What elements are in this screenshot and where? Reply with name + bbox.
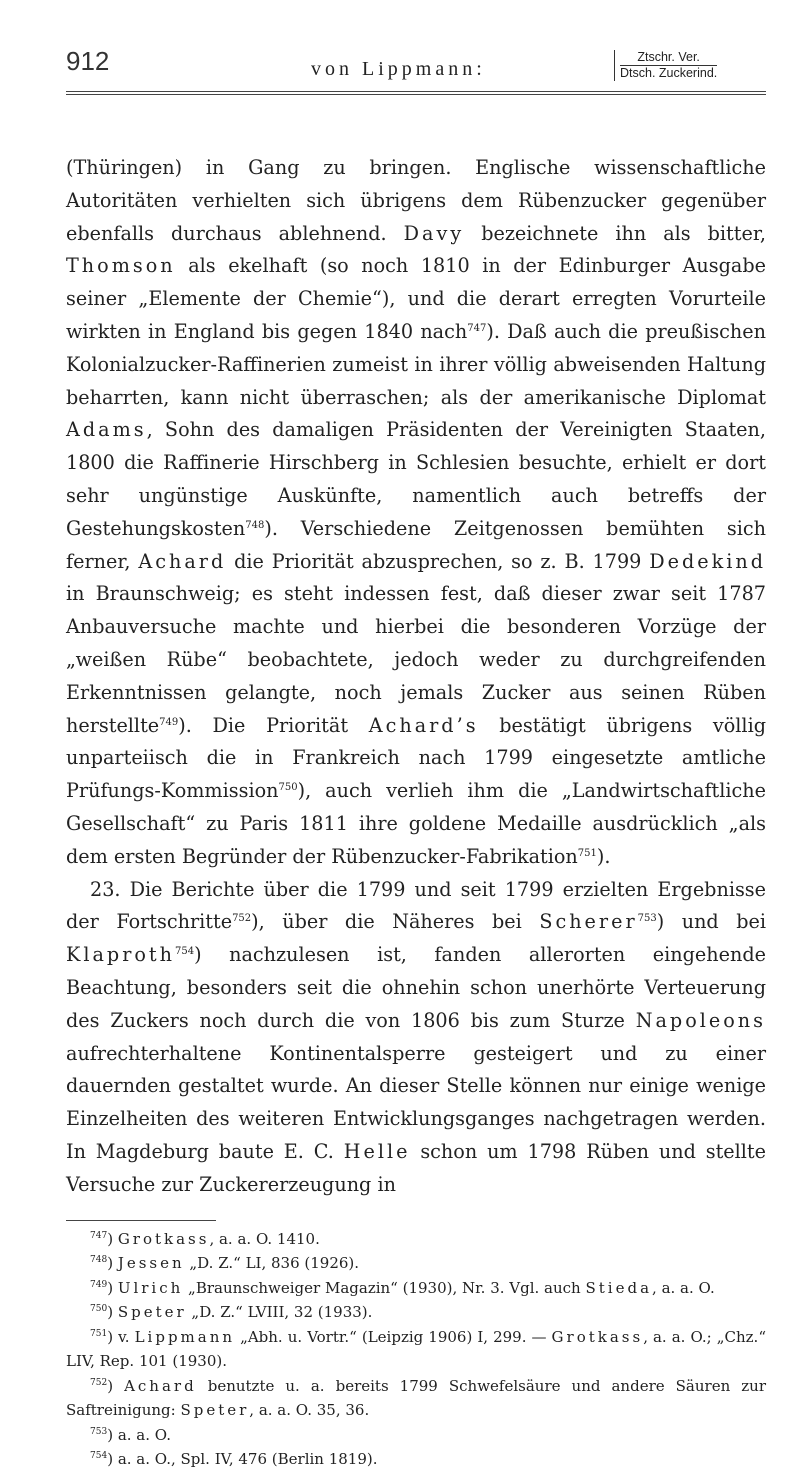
footnote-ref[interactable]: 754 — [175, 946, 195, 958]
footnote-number: 751 — [90, 1328, 108, 1339]
footnote-753: $^{753}$) a. a. O. — [90, 1425, 171, 1444]
footnote-number: 753 — [90, 1426, 108, 1437]
footnote-749: $^{749}$) Ulrich „Braunschweiger Magazin“ (1930), Nr. 3. Vgl. auch Stieda, a. a. O. — [90, 1278, 715, 1297]
page — [66, 36, 766, 1472]
footnote-ref[interactable]: 751 — [577, 847, 597, 859]
person-name: Scherer — [539, 910, 638, 934]
footnote-number: 754 — [90, 1451, 108, 1461]
footnotes — [66, 1227, 766, 1472]
person-name: Dedekind — [649, 549, 767, 573]
header-rule — [66, 91, 766, 92]
footnote-number: 748 — [90, 1255, 108, 1265]
footnote-ref[interactable]: 750 — [278, 782, 298, 794]
person-name: Jessen — [117, 1254, 185, 1272]
person-name: Speter — [180, 1401, 250, 1419]
footnote-751: $^{751}$) v. Lippmann „Abh. u. Vortr.“ (Leipzig 1906) I, 299. — Grotkass, a. a. O.; „Chz.“ LIV, Rep. 101 (1930). — [66, 1327, 766, 1370]
footnote-748: $^{748}$) Jessen „D. Z.“ LI, 836 (1926). — [90, 1254, 360, 1272]
person-name: Achard’s — [368, 713, 479, 737]
paragraph-2: 23. Die Berichte über die 1799 und seit 1799 erzielten Ergebnisse der Fortschritte$^{752}$), über die Näheres bei Scherer$^{753}$) und bei Klaproth$^{754}$) nachzulesen ist, fanden allerorten eingehende Beachtung, besonders seit die ohnehin schon unerhörte Verteuerung des Zuckers noch durch die von 1806 bis zum Sturze Napoleons aufrechterhaltene Kontinentalsperre gesteigert und zu einer dauernden gestaltet wurde. An dieser Stelle können nur einige wenige Einzelheiten des weiteren Entwicklungsganges nachgetragen werden. In Magdeburg baute E. C. Helle schon um 1798 Rüben und stellte Versuche zur Zuckererzeugung in — [66, 877, 766, 1196]
footnote-number: 749 — [90, 1279, 108, 1290]
person-name: Achard — [138, 549, 227, 573]
paragraph-1: (Thüringen) in Gang zu bringen. Englische wissenschaftliche Autoritäten verhielten sich übrigens dem Rübenzucker gegenüber ebenfalls durchaus ablehnend. Davy bezeichnete ihn als bitter, Thomson als ekelhaft (so noch 1810 in der Edinburger Ausgabe seiner „Elemente der Chemie“), und die derart erregten Vorurteile wirkten in England bis gegen 1840 nach$^{747}$). Daß auch die preußischen Kolonialzucker-Raffinerien zumeist in ihrer völlig abweisenden Haltung beharrten, kann nicht überraschen; als der amerikanische Diplomat Adams, Sohn des damaligen Präsidenten der Vereinigten Staaten, 1800 die Raffinerie Hirschberg in Schlesien besuchte, erhielt er dort sehr ungünstige Auskünfte, namentlich auch betreffs der Gestehungskosten$^{748}$). Verschiedene Zeitgenossen bemühten sich ferner, Achard die Priorität abzusprechen, so z. B. 1799 Dedekind in Braunschweig; es steht indessen fest, daß dieser zwar seit 1787 Anbauversuche machte und hierbei die besonderen Vorzüge der „weißen Rübe“ beobachtete, jedoch weder zu durchgreifenden Erkenntnissen gelangte, noch jemals Zucker aus seinen Rüben herstellte$^{749}$). Die Priorität Achard’s bestätigt übrigens völlig unparteiisch die in Frankreich nach 1799 eingesetzte amtliche Prüfungs-Kommission$^{750}$), auch verlieh ihm die „Landwirtschaftliche Gesellschaft“ zu Paris 1811 ihre goldene Medaille ausdrücklich „als dem ersten Begründer der Rübenzucker-Fabrikation$^{751}$). — [66, 156, 767, 868]
person-name: Napoleons — [635, 1008, 766, 1032]
footnote-750: $^{750}$) Speter „D. Z.“ LVIII, 32 (1933). — [90, 1303, 373, 1321]
footnote-ref[interactable]: 749 — [159, 716, 179, 728]
header-rule-double — [66, 94, 766, 95]
person-name: Ulrich — [117, 1278, 184, 1297]
journal-line-1: Ztschr. Ver. — [637, 50, 700, 64]
footnote-number: 752 — [90, 1377, 108, 1388]
person-name: Stieda — [585, 1278, 653, 1297]
footnote-754: $^{754}$) a. a. O., Spl. IV, 476 (Berlin 1819). — [90, 1450, 378, 1468]
person-name: Davy — [403, 221, 465, 245]
journal-reference — [614, 50, 717, 81]
person-name: Achard — [124, 1376, 197, 1395]
footnote-number: 747 — [90, 1230, 108, 1241]
footnote-number: 750 — [90, 1304, 108, 1314]
footnote-752: $^{752}$) Achard benutzte u. a. bereits 1799 Schwefelsäure und andere Säuren zur Saftreinigung: Speter, a. a. O. 35, 36. — [66, 1376, 766, 1419]
footnote-ref[interactable]: 752 — [232, 913, 252, 925]
body-text — [66, 152, 766, 1202]
footnote-ref[interactable]: 747 — [467, 322, 487, 334]
person-name: Thomson — [66, 254, 176, 278]
person-name: Lippmann — [134, 1327, 236, 1346]
person-name: Adams — [66, 418, 147, 442]
person-name: Speter — [117, 1303, 187, 1321]
journal-line-2: Dtsch. Zuckerind. — [620, 66, 718, 80]
running-title: von Lippmann: — [311, 58, 486, 80]
running-header — [66, 36, 766, 96]
person-name: Grotkass — [117, 1229, 210, 1248]
person-name: Helle — [343, 1139, 411, 1163]
page-number: 912 — [66, 46, 110, 76]
person-name: Grotkass — [551, 1327, 644, 1346]
footnote-ref[interactable]: 748 — [245, 519, 265, 531]
person-name: Klaproth — [66, 943, 175, 967]
footnote-747: $^{747}$) Grotkass, a. a. O. 1410. — [90, 1229, 320, 1248]
footnote-ref[interactable]: 753 — [637, 913, 657, 925]
footnote-separator — [66, 1220, 216, 1221]
